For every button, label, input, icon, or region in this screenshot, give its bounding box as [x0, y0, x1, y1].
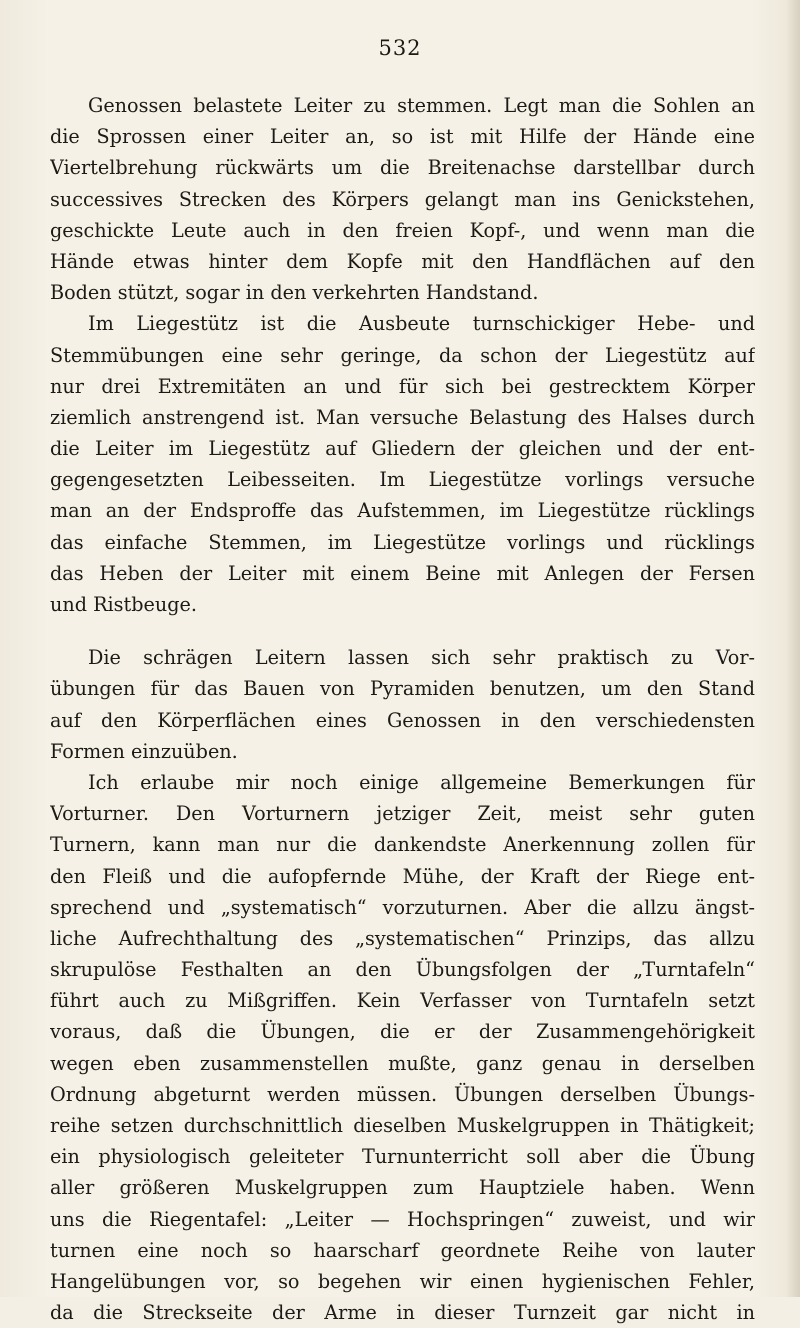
text-line: gegengesetzten Leibesseiten. Im Liegestütze vorlings versuche	[50, 468, 755, 492]
text-line: Boden stützt, sogar in den verkehrten Handstand.	[50, 281, 539, 305]
text-line: wegen eben zusammenstellen mußte, ganz genau in derselben	[50, 1051, 755, 1075]
text-line: Vorturner. Den Vorturnern jetziger Zeit, meist sehr guten	[50, 802, 755, 826]
text-line: Stemmübungen eine sehr geringe, da schon der Liegestütz auf	[50, 343, 755, 367]
body-text	[50, 90, 755, 1328]
text-line: liche Aufrechthaltung des „systematischen“ Prinzips, das allzu	[50, 926, 755, 950]
text-line: Ich erlaube mir noch einige allgemeine Bemerkungen für	[88, 770, 755, 794]
text-line: da die Streckseite der Arme in dieser Turnzeit gar nicht in	[50, 1301, 755, 1325]
text-line: successives Strecken des Körpers gelangt man ins Genickstehen,	[50, 187, 755, 211]
text-line: geschickte Leute auch in den freien Kopf-, und wenn man die	[50, 218, 755, 242]
text-line: Genossen belastete Leiter zu stemmen. Legt man die Sohlen an	[88, 94, 755, 117]
page-number: 532	[378, 36, 422, 60]
text-line: skrupulöse Festhalten an den Übungsfolgen der „Turntafeln“	[50, 958, 755, 982]
text-line: die Leiter im Liegestütz auf Gliedern der gleichen und der ent-	[50, 437, 755, 461]
text-line: Die schrägen Leitern lassen sich sehr praktisch zu Vor-	[88, 646, 755, 670]
page-edge-shadow	[786, 0, 800, 1297]
text-line: das einfache Stemmen, im Liegestütze vorlings und rücklings	[50, 530, 755, 554]
text-line: Ordnung abgeturnt werden müssen. Übungen derselben Übungs-	[50, 1082, 755, 1106]
text-line: Im Liegestütz ist die Ausbeute turnschickiger Hebe- und	[88, 312, 755, 336]
text-line: turnen eine noch so haarscharf geordnete Reihe von lauter	[50, 1238, 755, 1262]
text-line: die Sprossen einer Leiter an, so ist mit Hilfe der Hände eine	[50, 125, 755, 149]
paragraph	[50, 308, 755, 620]
text-line: Hände etwas hinter dem Kopfe mit den Handflächen auf den	[50, 249, 755, 273]
paragraph	[50, 642, 755, 767]
text-line: aller größeren Muskelgruppen zum Hauptziele haben. Wenn	[50, 1176, 755, 1200]
text-line: voraus, daß die Übungen, die er der Zusammengehörigkeit	[50, 1020, 755, 1044]
text-line: ziemlich anstrengend ist. Man versuche Belastung des Halses durch	[50, 405, 755, 429]
paragraph-gap	[50, 620, 755, 642]
text-line: das Heben der Leiter mit einem Beine mit Anlegen der Fersen	[50, 561, 755, 585]
text-line: auf den Körperflächen eines Genossen in den verschiedensten	[50, 708, 755, 732]
text-line: nur drei Extremitäten an und für sich bei gestrecktem Körper	[50, 374, 755, 398]
text-line: und Ristbeuge.	[50, 593, 197, 616]
text-line: man an der Endsproffe das Aufstemmen, im Liegestütze rücklings	[50, 499, 755, 523]
text-line: Turnern, kann man nur die dankendste Anerkennung zollen für	[50, 833, 755, 857]
paragraph	[50, 767, 755, 1328]
text-line: übungen für das Bauen von Pyramiden benutzen, um den Stand	[50, 677, 755, 701]
text-line: ein physiologisch geleiteter Turnunterricht soll aber die Übung	[50, 1145, 755, 1169]
text-line: uns die Riegentafel: „Leiter — Hochspringen“ zuweist, und wir	[50, 1207, 755, 1231]
text-line: führt auch zu Mißgriffen. Kein Verfasser von Turntafeln setzt	[50, 989, 755, 1013]
text-line: sprechend und „systematisch“ vorzuturnen. Aber die allzu ängst-	[50, 895, 755, 919]
text-line: den Fleiß und die aufopfernde Mühe, der Kraft der Riege ent-	[50, 864, 755, 888]
paragraph	[50, 90, 755, 308]
text-line: Hangelübungen vor, so begehen wir einen hygienischen Fehler,	[50, 1269, 755, 1293]
text-line: Formen einzuüben.	[50, 739, 238, 763]
text-line: Viertelbrehung rückwärts um die Breitenachse darstellbar durch	[50, 156, 755, 180]
text-line: reihe setzen durchschnittlich dieselben Muskelgruppen in Thätigkeit;	[50, 1114, 755, 1137]
